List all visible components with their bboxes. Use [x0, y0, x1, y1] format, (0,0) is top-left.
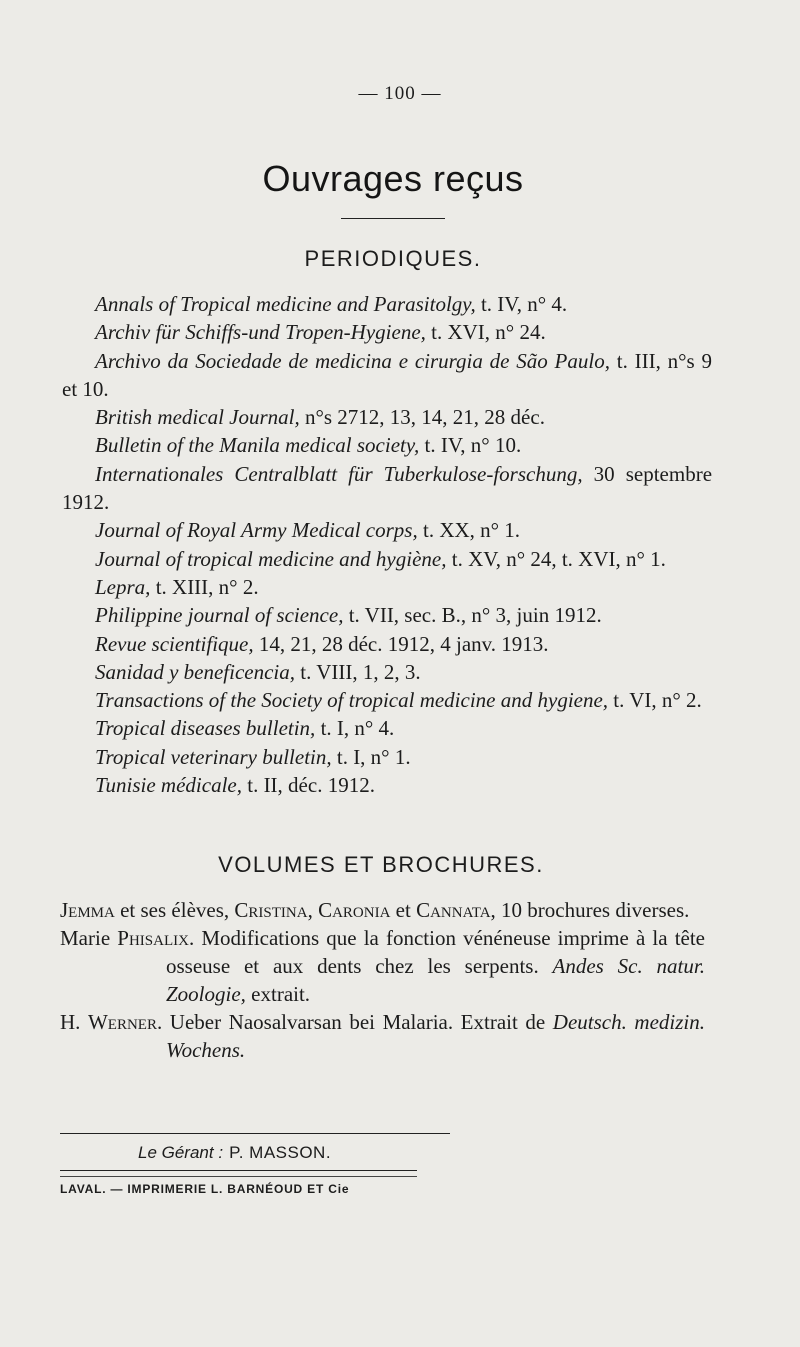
- journal-title: Archiv für Schiffs-und Tropen-Hygiene,: [95, 320, 426, 345]
- author-name: Werner: [87, 1010, 157, 1034]
- list-item: [62, 601, 712, 629]
- entry-details: t. XX, n° 1.: [417, 518, 521, 543]
- entry-text: et ses élèves,: [114, 898, 235, 922]
- entry-text: . Ueber Naosalvarsan bei Malaria. Extrait de: [156, 1010, 553, 1034]
- entry-details: n°s 2712, 13, 14, 21, 28 déc.: [299, 405, 545, 430]
- entry-details: t. VI, n° 2.: [608, 688, 702, 713]
- entry-details: t. I, n° 4.: [315, 716, 395, 741]
- list-item: [62, 318, 712, 346]
- journal-title: Bulletin of the Manila medical society,: [95, 433, 420, 458]
- list-item: [62, 686, 712, 714]
- journal-title: Philippine journal of science,: [95, 603, 344, 628]
- author-first-name: Marie: [60, 926, 118, 950]
- journal-title: Tropical diseases bulletin,: [95, 716, 316, 741]
- entry-details: 30 septembre 1912.: [62, 461, 713, 515]
- list-item: [62, 516, 712, 544]
- page-title: Ouvrages reçus: [262, 158, 524, 199]
- gerant-name: P. MASSON.: [229, 1143, 332, 1162]
- entry-details: t. III, n°s 9 et 10.: [62, 348, 712, 401]
- entry-details: t. XV, n° 24, t. XVI, n° 1.: [446, 546, 666, 571]
- list-item: [62, 431, 712, 459]
- gerant-line: [138, 1143, 331, 1163]
- footer-divider: [60, 1133, 450, 1134]
- list-item: [62, 658, 712, 686]
- author-name: Cristina: [234, 898, 308, 922]
- journal-title: Internationales Centralblatt für Tuberkulose-forschung,: [95, 461, 583, 486]
- entry-details: 14, 21, 28 déc. 1912, 4 janv. 1913.: [253, 631, 549, 656]
- journal-title: Journal of Royal Army Medical corps,: [95, 518, 418, 543]
- list-item: [62, 347, 712, 404]
- list-item: [62, 743, 712, 771]
- printer-imprint: LAVAL. — IMPRIMERIE L. BARNÉOUD ET Cie: [60, 1182, 350, 1196]
- entry-details: t. VIII, 1, 2, 3.: [295, 659, 421, 684]
- gerant-label: Le Gérant :: [138, 1143, 224, 1162]
- journal-title: Deutsch. medizin. Wochens.: [166, 1010, 705, 1062]
- footer-divider-double-bottom: [60, 1176, 417, 1177]
- journal-title: Lepra,: [95, 574, 151, 599]
- periodiques-list: [62, 290, 712, 799]
- page-number: — 100 —: [358, 83, 442, 104]
- entry-text: . Modifications que la fonction vénéneuse imprime à la tête osseuse et aux dents chez les serpents.: [166, 926, 705, 978]
- entry-details: t. IV, n° 4.: [475, 292, 568, 316]
- entry-details: t. VII, sec. B., n° 3, juin 1912.: [343, 603, 602, 628]
- list-item: [62, 771, 712, 799]
- entry-details: t. I, n° 1.: [331, 744, 411, 769]
- entry-details: t. IV, n° 10.: [419, 433, 522, 458]
- list-item: [62, 290, 712, 318]
- journal-title: British medical Journal,: [95, 405, 300, 430]
- entry-text: extrait.: [245, 982, 311, 1006]
- author-name: Jemma: [60, 898, 115, 922]
- journal-title: Annals of Tropical medicine and Parasitolgy,: [95, 292, 476, 316]
- journal-title: Archivo da Sociedade de medicina e cirurgia de São Paulo,: [95, 348, 610, 373]
- journal-title: Tropical veterinary bulletin,: [95, 744, 332, 769]
- list-item: [62, 714, 712, 742]
- entry-details: t. XVI, n° 24.: [425, 320, 546, 345]
- periodiques-heading: PERIODIQUES.: [304, 246, 482, 271]
- journal-title: Revue scientifique,: [95, 631, 254, 656]
- volumes-list: [60, 896, 705, 1064]
- list-item: [62, 573, 712, 601]
- journal-title: Tunisie médicale,: [95, 773, 242, 798]
- list-item: [60, 1008, 705, 1064]
- list-item: [62, 630, 712, 658]
- list-item: [62, 403, 712, 431]
- list-item: [62, 545, 712, 573]
- author-name: Cannata: [416, 898, 491, 922]
- author-first-name: H.: [60, 1010, 88, 1034]
- entry-details: t. II, déc. 1912.: [241, 773, 375, 798]
- journal-title: Sanidad y beneficencia,: [95, 659, 296, 684]
- entry-details: t. XIII, n° 2.: [150, 574, 259, 599]
- footer-divider-double-top: [60, 1170, 417, 1171]
- author-name: Phisalix: [117, 926, 189, 950]
- journal-title: Andes Sc. natur. Zoologie,: [166, 954, 705, 1006]
- journal-title: Journal of tropical medicine and hygiène,: [95, 546, 447, 571]
- entry-text: et: [390, 898, 417, 922]
- volumes-heading: VOLUMES ET BROCHURES.: [218, 852, 544, 877]
- list-item: [60, 924, 705, 1008]
- journal-title: Transactions of the Society of tropical medicine and hygiene,: [95, 688, 609, 713]
- title-divider: [341, 218, 445, 219]
- list-item: [60, 896, 705, 924]
- author-name: Caronia: [318, 898, 391, 922]
- entry-text: ,: [307, 898, 319, 922]
- entry-text: , 10 brochures diverses.: [490, 898, 690, 922]
- list-item: [62, 460, 712, 517]
